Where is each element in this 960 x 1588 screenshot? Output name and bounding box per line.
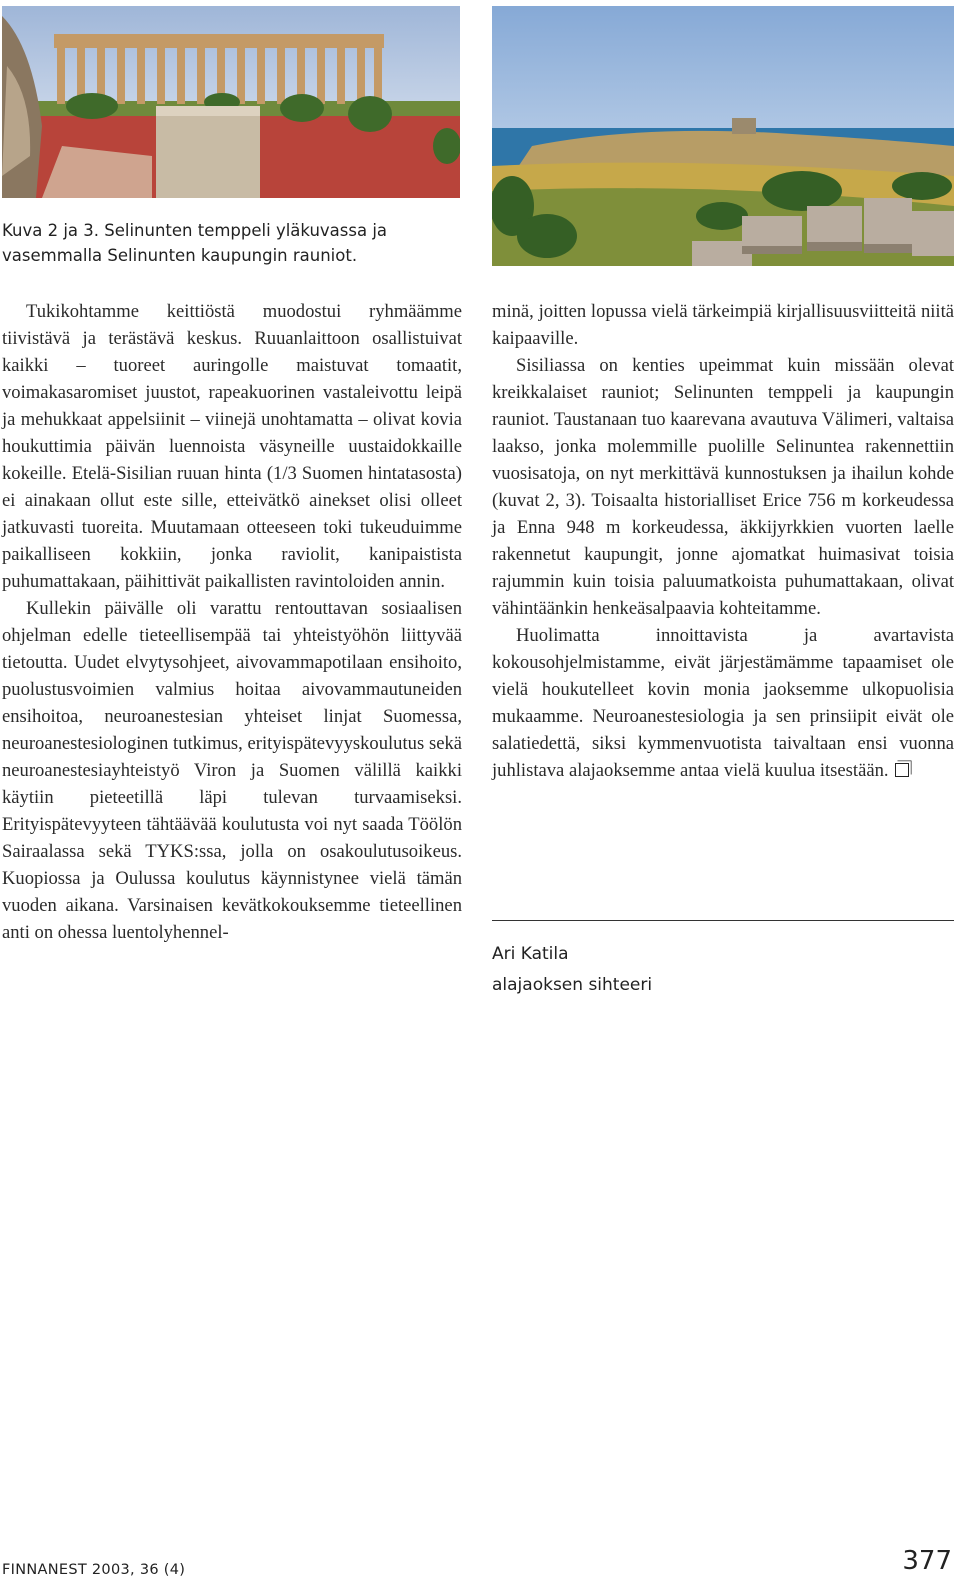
article-column-left: [2, 298, 462, 946]
paragraph: Tukikohtamme keittiöstä muodostui ryhmäämme tiivistävä ja terästävä keskus. Ruuanlaittoon osallistuivat kaikki – tuoreet auringolle maistuvat tomaatit, voimakasaromiset juustot, rapeakuorinen vastaleivottu leipä ja mehukkaat appelsiinit – viinejä unohtamatta – olivat kovia houkuttimia päivän luennoista väsyneille uustaidokkaille kokeille. Etelä-Sisilian ruuan hinta (1/3 Suomen hintatasosta) ei ainakaan ollut este sille, etteivätkö ainekset olisi olleet jatkuvasti tuoreita. Muutamaan otteeseen toki tukeuduimme paikalliseen kokkiin, jonka raviolit, kanipaistista puhumattakaan, päihittivät paikallisten ravintoloiden annin.: [2, 301, 462, 592]
figure-caption: [2, 218, 462, 268]
paragraph: minä, joitten lopussa vielä tärkeimpiä kirjallisuusviitteitä niitä kaipaaville.: [492, 301, 954, 349]
paragraph: Kullekin päivälle oli varattu rentouttavan sosiaalisen ohjelman edelle tieteellisempää tai yhteistyöhön liittyvää tietoutta. Uudet elvytysohjeet, aivovammapotilaan ensihoito, puolustusvoimien valmius hoitaa aivovammautuneiden ensihoitoa, neuroanestesian yhteiset linjat Suomessa, neuroanestesiologinen tutkimus, erityispätevyyskoulutus sekä neuroanestesiayhteistyö Viron ja Suomen välillä kaikki käytiin pieteetillä läpi tulevan turvaamiseksi. Erityispätevyyteen tähtäävää koulutusta voi nyt saada Töölön Sairaalassa sekä TYKS:ssa, jolla on osakoulutusoikeus. Kuopiossa ja Oulussa koulutus käynnistynee vielä tämän vuoden aikana. Varsinaisen kevätkokouksemme tieteellinen anti on ohessa luentolyhennel-: [2, 598, 462, 943]
paragraph-text: Huolimatta innoittavista ja avartavista kokousohjelmistamme, eivät järjestämämme tapaamiset ole vielä houkutelleet kovin monia jaoksemme ulkopuolisia mukaamme. Neuroanestesiologia ja sen prinsiipit eivät ole salatiedettä, siksi kymmenvuotista taivaltaan ensi vuonna juhlistava alajaoksemme antaa vielä kuulua itsestään.: [492, 625, 954, 781]
caption-line-2: vasemmalla Selinunten kaupungin rauniot.: [2, 246, 358, 265]
author-role: alajaoksen sihteeri: [492, 975, 653, 995]
caption-line-1: Kuva 2 ja 3. Selinunten temppeli yläkuvassa ja: [2, 221, 388, 240]
page-number: 377: [902, 1546, 952, 1576]
paragraph: Sisiliassa on kenties upeimmat kuin missään olevat kreikkalaiset rauniot; Selinunten temppeli ja kaupungin rauniot. Taustanaan tuo kaarevana avautuva Välimeri, valtaisa laakso, jonka molemmille puolille Selinuntea rakennettiin vuosisatoja, on nyt merkittävä kunnostuksen ja ihailun kohde (kuvat 2, 3). Toisaalta historialliset Erice 756 m korkeudessa ja Enna 948 m korkeudessa, äkkijyrkkien vuorten laelle rakennetut kaupungit, jonne ajomatkat huimasivat toisia rajummin kuin toisia paluumatkoista puhumattakaan, olivat vähintäänkin henkeäsalpaavia kohteitamme.: [492, 355, 954, 619]
end-of-article-box-icon: [895, 763, 909, 777]
author-name: Ari Katila: [492, 944, 569, 964]
paragraph-last: [492, 622, 954, 784]
article-column-right: [492, 298, 954, 784]
photo-selinunte-city-ruins: [492, 6, 954, 266]
signature-divider: [492, 920, 954, 921]
journal-reference: FINNANEST 2003, 36 (4): [2, 1562, 186, 1578]
photo-selinunte-temple: [2, 6, 460, 198]
